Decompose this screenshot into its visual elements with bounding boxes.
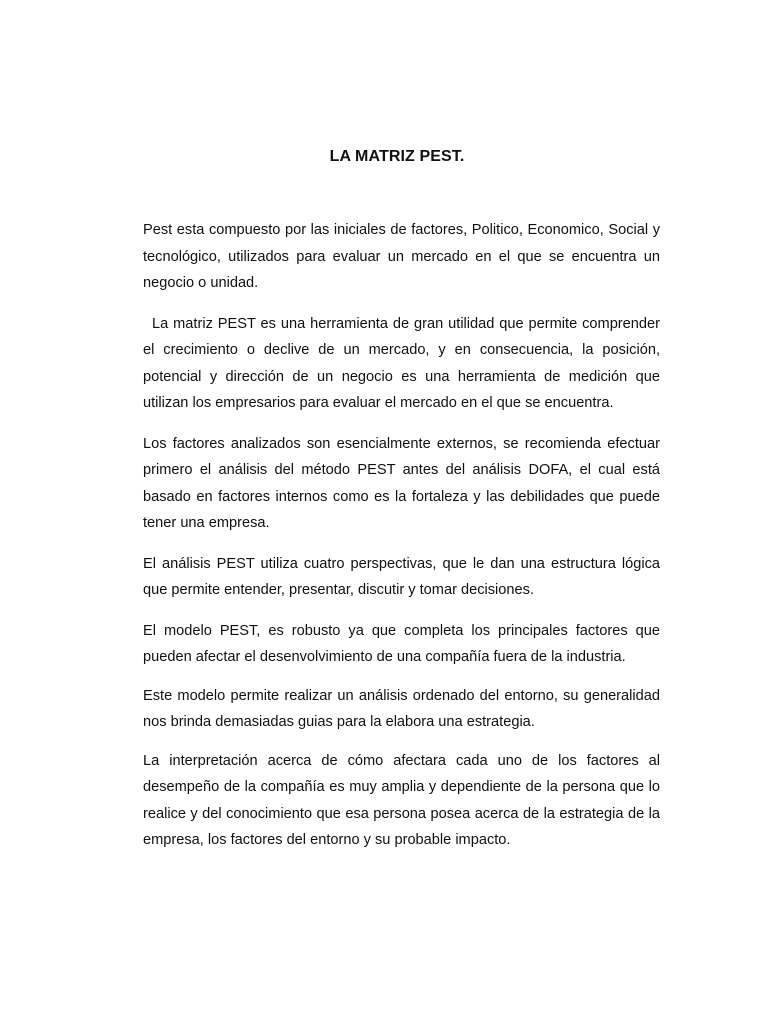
document-body: [143, 217, 660, 854]
paragraph: El modelo PEST, es robusto ya que completa los principales factores que pueden afectar el desenvolvimiento de una compañía fuera de la industria.: [143, 622, 660, 665]
paragraph: Pest esta compuesto por las iniciales de factores, Politico, Economico, Social y tecnológico, utilizados para evaluar un mercado en el que se encuentra un negocio o unidad.: [143, 222, 660, 291]
paragraph: Este modelo permite realizar un análisis ordenado del entorno, su generalidad nos brinda demasiadas guias para la elabora una estrategia.: [143, 687, 660, 730]
document-title: LA MATRIZ PEST.: [329, 148, 465, 165]
paragraph: La matriz PEST es una herramienta de gran utilidad que permite comprender el crecimiento o declive de un mercado, y en consecuencia, la posición, potencial y dirección de un negocio es una herramienta de medición que utilizan los empresarios para evaluar el mercado en el que se encuentra.: [143, 315, 660, 411]
paragraph: La interpretación acerca de cómo afectara cada uno de los factores al desempeño de la compañía es muy amplia y dependiente de la persona que lo realice y del conocimiento que esa persona posea acerca de la estrategia de la empresa, los factores del entorno y su probable impacto.: [143, 752, 660, 848]
paragraph: El análisis PEST utiliza cuatro perspectivas, que le dan una estructura lógica que permite entender, presentar, discutir y tomar decisiones.: [143, 555, 660, 598]
paragraph: Los factores analizados son esencialmente externos, se recomienda efectuar primero el análisis del método PEST antes del análisis DOFA, el cual está basado en factores internos como es la fortaleza y las debilidades que puede tener una empresa.: [143, 435, 660, 531]
